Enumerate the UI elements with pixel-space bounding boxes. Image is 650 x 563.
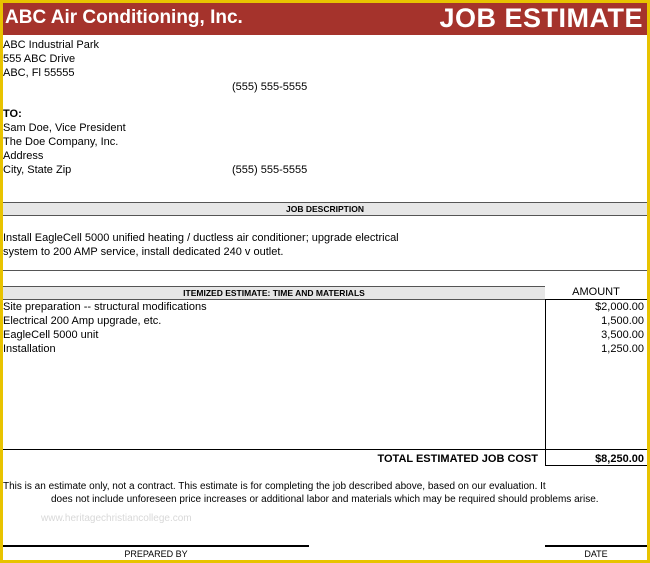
to-label: TO: — [3, 108, 22, 120]
job-description-line1: Install EagleCell 5000 unified heating / ductless air conditioner; upgrade electrical — [3, 232, 399, 244]
sender-line3: ABC, Fl 55555 — [3, 67, 75, 79]
prepared-by-line — [3, 545, 309, 547]
disclaimer-line1: This is an estimate only, not a contract. This estimate is for completing the job described above, based on our evaluation. It — [3, 481, 546, 492]
sender-phone: (555) 555-5555 — [232, 81, 308, 93]
recipient-company: The Doe Company, Inc. — [3, 136, 119, 148]
item-amount: $2,000.00 — [595, 301, 644, 313]
total-value: $8,250.00 — [595, 453, 644, 465]
recipient-address: Address — [3, 150, 44, 162]
itemized-band — [3, 286, 545, 300]
item-amount: 1,500.00 — [601, 315, 644, 327]
prepared-by-label: PREPARED BY — [124, 549, 188, 559]
item-amount: 1,250.00 — [601, 343, 644, 355]
date-line — [545, 545, 647, 547]
document-title: JOB ESTIMATE — [439, 3, 643, 33]
itemized-heading: ITEMIZED ESTIMATE: TIME AND MATERIALS — [183, 288, 365, 298]
total-label: TOTAL ESTIMATED JOB COST — [377, 453, 538, 465]
recipient-name: Sam Doe, Vice President — [3, 122, 126, 134]
recipient-city-state-zip: City, State Zip — [3, 164, 72, 176]
item-description: Electrical 200 Amp upgrade, etc. — [3, 315, 162, 327]
date-label: DATE — [584, 549, 608, 559]
disclaimer-line2: does not include unforeseen price increases or additional labor and materials which may be required should problems arise. — [51, 494, 599, 505]
sender-line1: ABC Industrial Park — [3, 39, 99, 51]
item-description: Site preparation -- structural modifications — [3, 301, 207, 313]
header-banner — [3, 3, 647, 35]
recipient-phone: (555) 555-5555 — [232, 164, 308, 176]
item-description: EagleCell 5000 unit — [3, 329, 99, 341]
watermark: www.heritagechristiancollege.com — [41, 513, 192, 524]
sender-line2: 555 ABC Drive — [3, 53, 76, 65]
job-description-band — [3, 202, 647, 216]
company-name: ABC Air Conditioning, Inc. — [5, 7, 243, 28]
job-description-divider — [3, 270, 647, 271]
job-description-heading: JOB DESCRIPTION — [286, 204, 364, 214]
amount-heading: AMOUNT — [572, 286, 620, 298]
amount-column-divider — [545, 300, 546, 466]
item-description: Installation — [3, 343, 56, 355]
total-underline — [545, 465, 647, 466]
items-bottom-rule — [3, 449, 647, 450]
item-amount: 3,500.00 — [601, 329, 644, 341]
job-description-line2: system to 200 AMP service, install dedicated 240 v outlet. — [3, 246, 284, 258]
